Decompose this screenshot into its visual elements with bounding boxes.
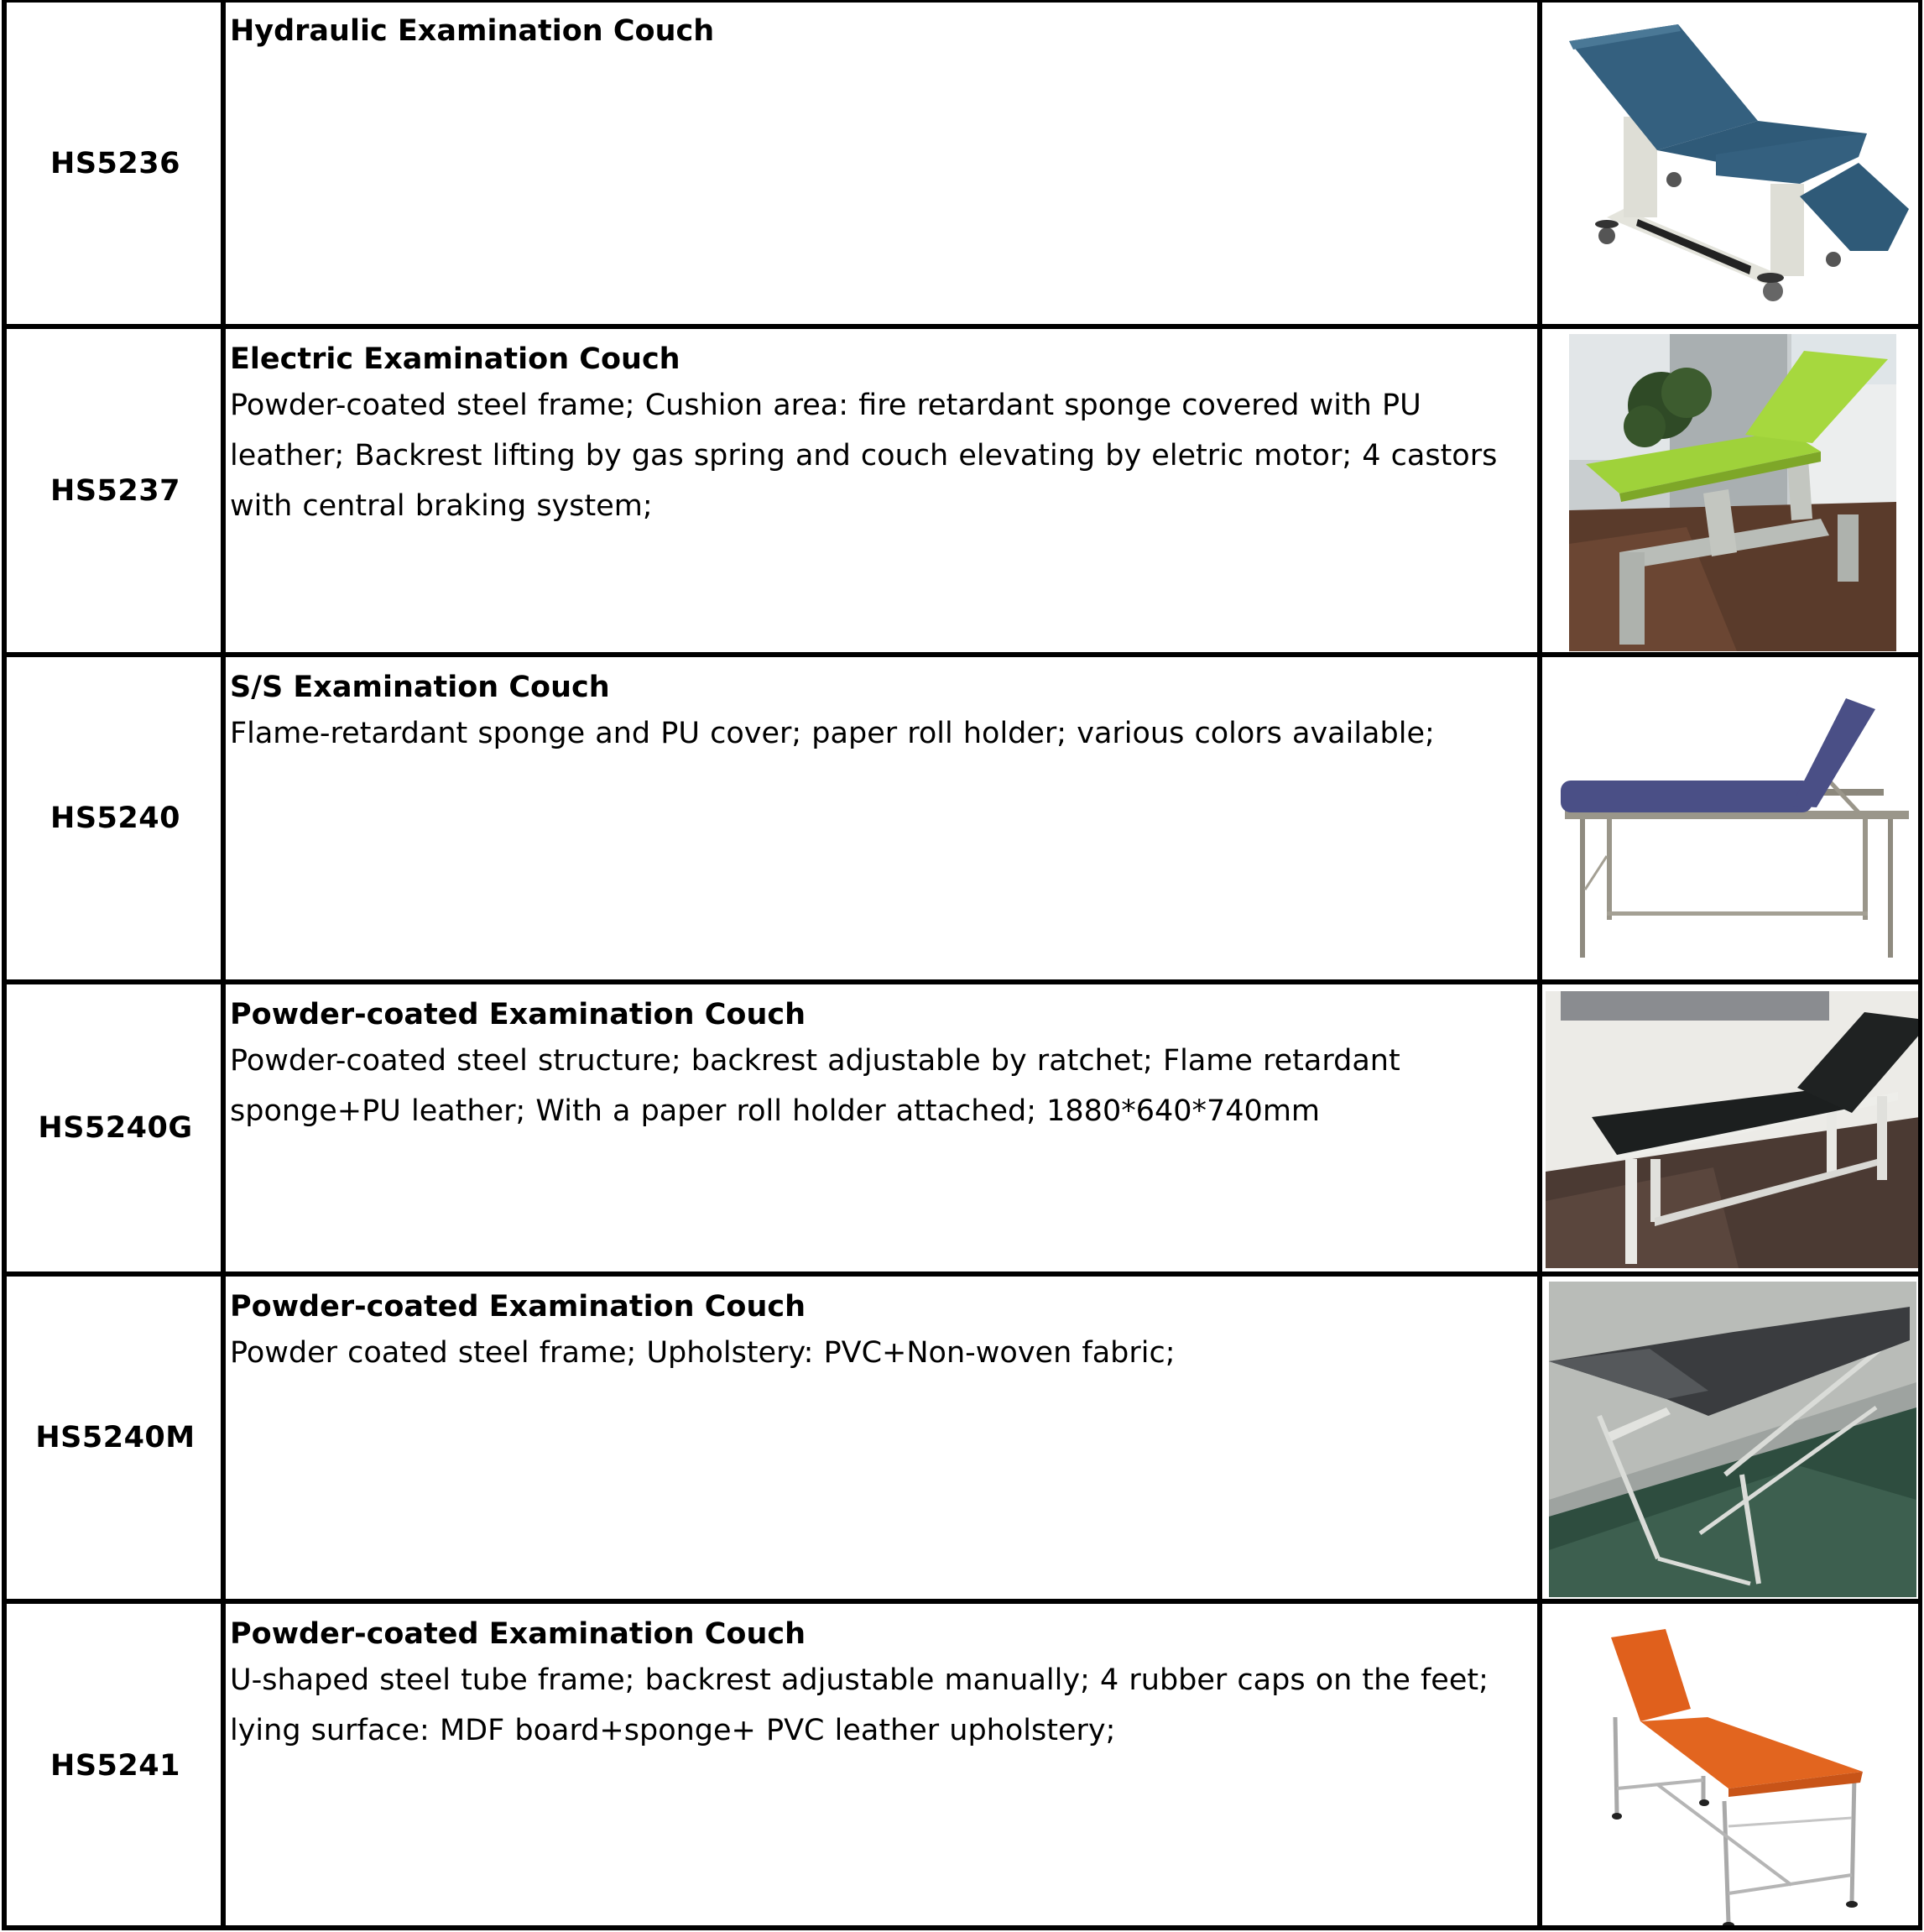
table-row <box>2 1274 1921 1601</box>
grey-couch-photo <box>1546 1279 1920 1600</box>
product-table <box>2 0 1921 1930</box>
product-code: HS5241 <box>50 1749 180 1783</box>
column-divider <box>221 0 226 1929</box>
product-title: Powder-coated Examination Couch <box>230 1290 806 1324</box>
electric-couch-photo <box>1546 332 1920 653</box>
electric-couch-icon <box>1569 334 1896 651</box>
black-couch-icon <box>1546 991 1920 1268</box>
product-description: Powder coated steel frame; Upholstery: PVC+Non-woven fabric; <box>230 1336 1176 1370</box>
product-description: Powder-coated steel frame; Cushion area: fire retardant sponge covered with PU leather; Backrest lifting by gas spring and couch elevating by eletric motor; 4 castors with central braking system; <box>230 389 1498 523</box>
table-row <box>2 326 1921 655</box>
row-divider <box>2 324 1921 329</box>
product-title: S/S Examination Couch <box>230 671 610 704</box>
grey-couch-icon <box>1549 1282 1916 1597</box>
orange-couch-image <box>1546 1606 1920 1929</box>
table-row <box>2 1601 1921 1930</box>
table-border-right <box>1918 0 1922 1930</box>
product-description-cell <box>230 3 1536 325</box>
stainless-couch-icon <box>1548 663 1917 978</box>
product-code: HS5237 <box>50 473 180 508</box>
product-title: Powder-coated Examination Couch <box>230 998 806 1031</box>
black-couch-photo <box>1546 987 1920 1272</box>
product-title: Electric Examination Couch <box>230 342 680 376</box>
orange-couch-icon <box>1548 1608 1917 1927</box>
product-description-cell <box>230 1279 1536 1600</box>
product-description: U-shaped steel tube frame; backrest adjustable manually; 4 rubber caps on the feet; lying surface: MDF board+sponge+ PVC leather upholstery; <box>230 1663 1489 1747</box>
table-row <box>2 982 1921 1274</box>
product-code: HS5236 <box>50 146 180 180</box>
product-code: HS5240 <box>50 802 180 835</box>
product-description-cell <box>230 1606 1536 1929</box>
row-divider <box>2 979 1921 984</box>
row-divider <box>2 652 1921 657</box>
product-title: Hydraulic Examination Couch <box>230 14 715 48</box>
row-divider <box>2 1271 1921 1277</box>
product-description-cell <box>230 332 1536 653</box>
stainless-couch-image <box>1546 660 1920 980</box>
product-description-cell <box>230 987 1536 1272</box>
product-description-cell <box>230 660 1536 980</box>
table-row <box>2 0 1921 326</box>
product-description: Flame-retardant sponge and PU cover; paper roll holder; various colors available; <box>230 717 1435 750</box>
table-border-bottom <box>2 1925 1921 1930</box>
hydraulic-couch-icon <box>1556 8 1909 322</box>
product-code: HS5240G <box>38 1111 193 1145</box>
table-row <box>2 655 1921 982</box>
product-description: Powder-coated steel structure; backrest adjustable by ratchet; Flame retardant sponge+PU leather; With a paper roll holder attached; 1880*640*740mm <box>230 1044 1400 1128</box>
table-border-top <box>2 0 1921 3</box>
row-divider <box>2 1599 1921 1604</box>
table-border-left <box>2 0 7 1930</box>
hydraulic-couch-image <box>1546 5 1920 324</box>
product-title: Powder-coated Examination Couch <box>230 1617 806 1651</box>
column-divider <box>1537 0 1542 1929</box>
product-code: HS5240M <box>35 1421 196 1454</box>
